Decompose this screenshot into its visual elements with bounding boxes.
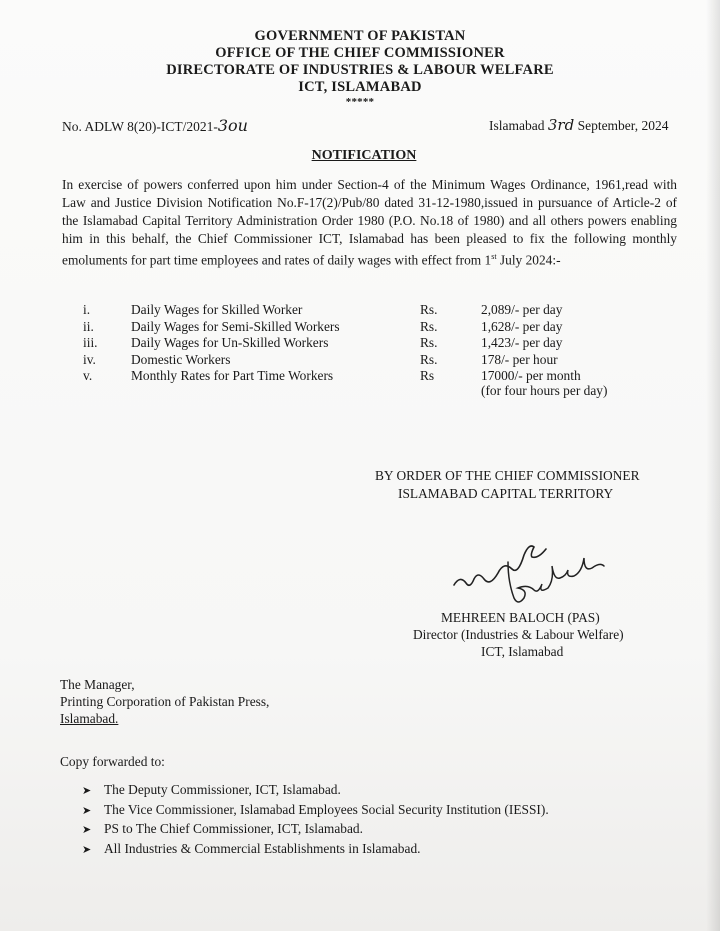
wage-description: Daily Wages for Skilled Worker [131,302,303,317]
body-superscript: st [491,252,497,261]
letterhead-line-3: DIRECTORATE OF INDUSTRIES & LABOUR WELFARE [166,62,554,78]
wage-currency: Rs. [420,319,438,334]
reference-number-text: No. ADLW 8(20)-ICT/2021- [62,119,218,134]
wage-amount: 178/- per hour [481,352,558,367]
date-month-year: September, 2024 [574,118,669,133]
letterhead [0,28,720,108]
arrow-bullet-icon: ➤ [82,803,92,817]
notification-title: NOTIFICATION [311,148,417,163]
list-item-text: All Industries & Commercial Establishments in Islamabad. [104,840,421,856]
wage-number: iii. [83,335,98,350]
notification-body [62,176,677,269]
wage-amount: 2,089/- per day [481,302,563,317]
reference-number [62,116,248,135]
order-line-1: BY ORDER OF THE CHIEF COMMISSIONER [375,468,640,483]
wage-note: (for four hours per day) [481,383,608,398]
handwritten-day: 3rd [547,116,575,134]
wage-description: Daily Wages for Semi-Skilled Workers [131,319,340,334]
arrow-bullet-icon: ➤ [82,823,92,836]
list-item-text: The Deputy Commissioner, ICT, Islamabad. [104,782,341,797]
signatory-name: MEHREEN BALOCH (PAS) [441,610,600,625]
list-item-text: The Vice Commissioner, Islamabad Employees Social Security Institution (IESSI). [104,801,549,817]
wage-currency: Rs. [420,352,438,367]
copy-forwarded-list [82,781,549,859]
list-item [82,801,549,821]
addressee-block [60,676,269,727]
wage-number: v. [83,368,93,383]
wage-number: ii. [83,319,94,334]
wage-amount: 1,423/- per day [481,335,563,350]
list-item [82,840,549,860]
page-shadow [706,0,720,931]
signatory-location: ICT, Islamabad [481,644,564,659]
letterhead-stars: ***** [345,96,375,108]
copy-forwarded-heading: Copy forwarded to: [60,754,165,769]
letterhead-line-4: ICT, ISLAMABAD [298,79,422,95]
handwritten-signature [446,540,626,610]
list-item [82,820,549,840]
wage-description: Monthly Rates for Part Time Workers [131,368,334,383]
addressee-line-3: Islamabad. [60,711,119,726]
handwritten-reference: 3ou [217,116,248,135]
wage-number: i. [83,302,91,317]
wage-currency: Rs [420,368,435,383]
date-line [489,116,669,134]
body-text-end: July 2024:- [496,252,561,268]
date-place: Islamabad [489,118,545,133]
wage-amount: 1,628/- per day [481,319,563,334]
wage-description: Daily Wages for Un-Skilled Workers [131,335,329,350]
body-text: In exercise of powers conferred upon him under Section-4 of the Minimum Wages Ordinance, 1961,read with Law and Justice Division Notification No.F-17(2)/Pub/80 dated 31-12-1980,issued in pursuance of Article-2 of the Islamabad Capital Territory Administration Order 1980 (P.O. No.18 of 1980) and all others powers enabling him in this behalf, the Chief Commissioner ICT, Islamabad has been pleased to fix the following monthly emoluments for part time employees and rates of daily wages with effect from 1 [62,177,677,268]
wage-currency: Rs. [420,302,438,317]
letterhead-line-1: GOVERNMENT OF PAKISTAN [254,28,466,44]
wage-amount: 17000/- per month [481,368,581,383]
arrow-bullet-icon: ➤ [82,842,92,856]
list-item [82,781,549,801]
wage-currency: Rs. [420,335,438,350]
arrow-bullet-icon: ➤ [82,784,92,797]
wage-description: Domestic Workers [131,352,231,367]
order-line-2: ISLAMABAD CAPITAL TERRITORY [398,486,614,501]
signatory-designation: Director (Industries & Labour Welfare) [413,627,624,642]
list-item-text: PS to The Chief Commissioner, ICT, Islamabad. [104,821,363,836]
wage-number: iv. [83,352,96,367]
addressee-line-1: The Manager, [60,677,135,692]
letterhead-line-2: OFFICE OF THE CHIEF COMMISSIONER [215,45,505,61]
addressee-line-2: Printing Corporation of Pakistan Press, [60,694,270,709]
